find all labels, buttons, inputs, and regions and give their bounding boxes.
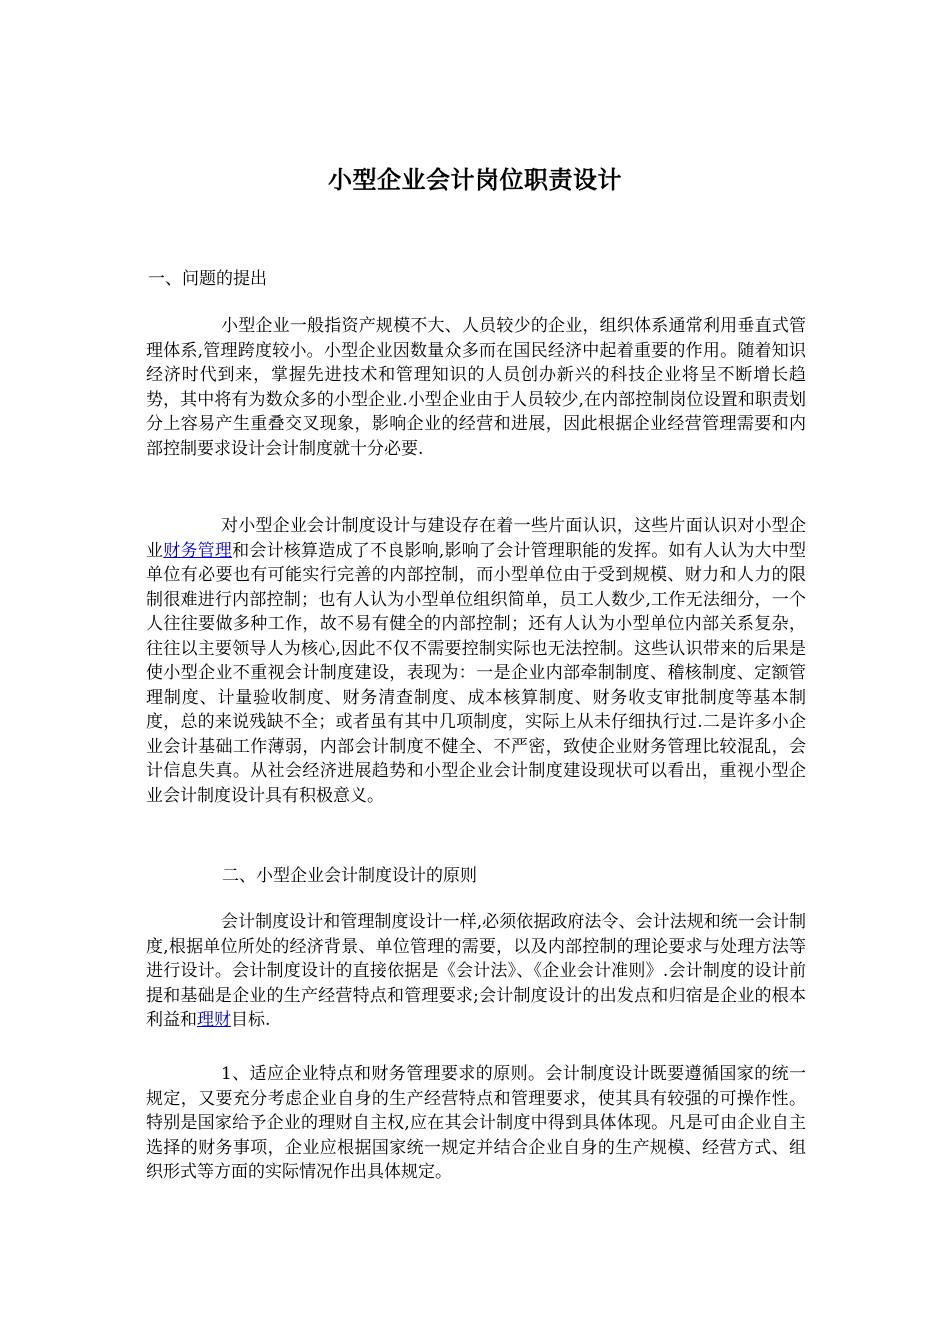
paragraph-1: 小型企业一般指资产规模不大、人员较少的企业，组织体系通常利用垂直式管理体系,管理跨度较小。小型企业因数量众多而在国民经济中起着重要的作用。随着知识经济时代到来，掌握先进技术和管理知识的人员创办新兴的科技企业将呈不断增长趋势，其中将有为数众多的小型企业.小型企业由于人员较少,在内部控制岗位设置和职责划分上容易产生重叠交叉现象，影响企业的经营和进展，因此根据企业经营管理需要和内部控制要求设计会计制度就十分必要. [146,316,806,459]
section-heading-2: 二、小型企业会计制度设计的原则 [222,866,477,886]
paragraph-4: 1、适应企业特点和财务管理要求的原则。会计制度设计既要遵循国家的统一规定，又要充分考虑企业自身的生产经营特点和管理要求，使其具有较强的可操作性。特别是国家给予企业的理财自主权,应在其会计制度中得到具体体现。凡是可由企业自主选择的财务事项，企业应根据国家统一规定并结合企业自身的生产规模、经营方式、组织形式等方面的实际情况作出具体规定。 [146,1064,806,1182]
paragraph-2 [146,514,806,808]
link-financial-management[interactable]: 财务管理 [163,540,233,561]
section-heading-1: 一、问题的提出 [148,269,267,289]
paragraph-3 [146,910,806,1033]
document-title: 小型企业会计岗位职责设计 [328,165,622,194]
link-financing[interactable]: 理财 [197,1010,231,1030]
paragraph-2-text-a: 对小型企业会计制度设计与建设存在着一些片面认识，这些片面认识对小型企业 [146,516,806,561]
paragraph-3-text-b: 目标. [231,1010,271,1030]
paragraph-2-text-b: 和会计核算造成了不良影响,影响了会计管理职能的发挥。如有人认为大中型单位有必要也有可能实行完善的内部控制，而小型单位由于受到规模、财力和人力的限制很难进行内部控制；也有人认为小型单位组织简单，员工人数少,工作无法细分，一个人往往要做多种工作，故不易有健全的内部控制；还有人认为小型单位内部关系复杂，往往以主要领导人为核心,因此不仅不需要控制实际也无法控制。这些认识带来的后果是使小型企业不重视会计制度建设，表现为：一是企业内部牵制制度、稽核制度、定额管理制度、计量验收制度、财务清查制度、成本核算制度、财务收支审批制度等基本制度，总的来说残缺不全；或者虽有其中几项制度，实际上从未仔细执行过.二是许多小企业会计基础工作薄弱，内部会计制度不健全、不严密，致使企业财务管理比较混乱，会计信息失真。从社会经济进展趋势和小型企业会计制度建设现状可以看出，重视小型企业会计制度设计具有积极意义。 [146,540,807,806]
paragraph-3-text-a: 会计制度设计和管理制度设计一样,必须依据政府法令、会计法规和统一会计制度,根据单位所处的经济背景、单位管理的需要，以及内部控制的理论要求与处理方法等进行设计。会计制度设计的直接依据是《会计法》、《企业会计准则》.会计制度的设计前提和基础是企业的生产经营特点和管理要求;会计制度设计的出发点和归宿是企业的根本利益和 [146,912,806,1030]
